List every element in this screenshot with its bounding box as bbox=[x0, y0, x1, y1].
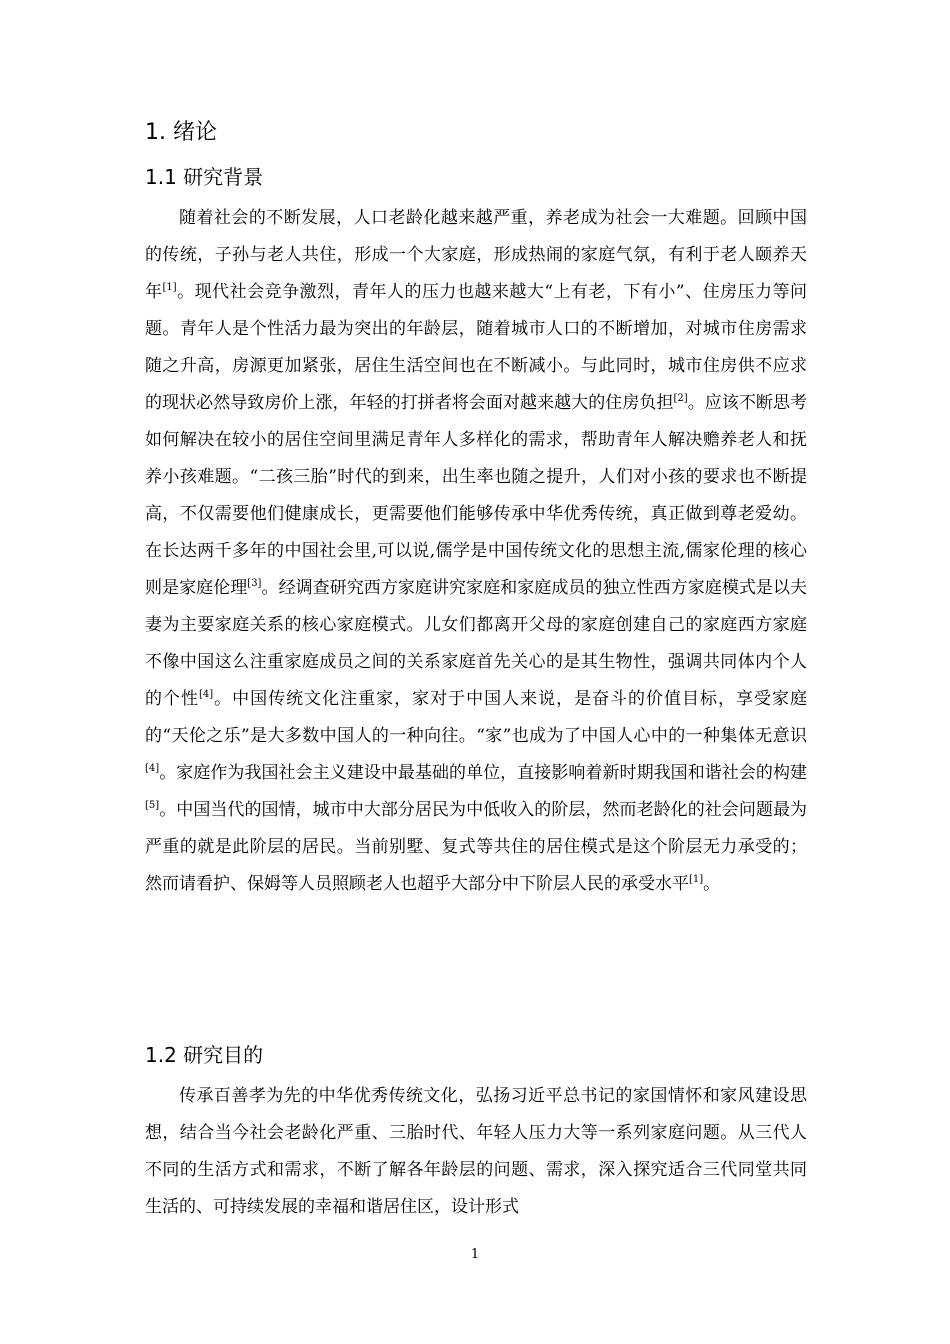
paragraph-text: 传承百善孝为先的中华优秀传统文化，弘扬习近平总书记的家国情怀和家风建设思想，结合当今社会老龄化严重、三胎时代、年轻人压力大等一系列家庭问题。从三代人不同的生活方式和需求，不断了解各年龄层的问题、需求，深入探究适合三代同堂共同生活的、可持续发展的幸福和谐居住区，设计形式 bbox=[145, 1086, 807, 1217]
citation-marker: [4] bbox=[199, 689, 214, 700]
background-paragraph bbox=[145, 200, 807, 903]
citation-marker: [2] bbox=[673, 393, 688, 404]
paragraph-text: 。现代社会竞争激烈，青年人的压力也越来越大“上有老，下有小”、住房压力等问题。青年人是个性活力最为突出的年龄层，随着城市人口的不断增加，对城市住房需求随之升高，房源更加紧张，居住生活空间也在不断减小。与此同时，城市住房供不应求的现状必然导致房价上涨，年轻的打拼者将会面对越来越大的住房负担 bbox=[145, 282, 808, 413]
section-heading-background: 1.1 研究背景 bbox=[145, 165, 264, 189]
paragraph-text: 。中国传统文化注重家，家对于中国人来说，是奋斗的价值目标，享受家庭的“天伦之乐”是大多数中国人的一种向往。“家”也成为了中国人心中的一种集体无意识 bbox=[145, 689, 808, 746]
purpose-paragraph bbox=[145, 1078, 807, 1226]
paragraph-text: 。中国当代的国情，城市中大部分居民为中低收入的阶层，然而老龄化的社会问题最为严重的就是此阶层的居民。当前别墅、复式等共住的居住模式是这个阶层无力承受的；然而请看护、保姆等人员照顾老人也超乎大部分中下阶层人民的承受水平 bbox=[145, 800, 807, 894]
citation-marker: [4] bbox=[145, 763, 160, 774]
paragraph-text: 。 bbox=[703, 874, 721, 894]
section-heading-purpose: 1.2 研究目的 bbox=[145, 1043, 264, 1067]
page-number: 1 bbox=[470, 1247, 480, 1262]
paragraph-text: 。经调查研究西方家庭讲究家庭和家庭成员的独立性西方家庭模式是以夫妻为主要家庭关系的核心家庭模式。儿女们都离开父母的家庭创建自己的家庭西方家庭不像中国这么注重家庭成员之间的关系家庭首先关心的是其生物性，强调共同体内个人的个性 bbox=[145, 578, 808, 709]
citation-marker: [1] bbox=[162, 282, 177, 293]
paragraph-text: 。家庭作为我国社会主义建设中最基础的单位，直接影响着新时期我国和谐社会的构建 bbox=[159, 763, 807, 783]
paragraph-text: 。应该不断思考如何解决在较小的居住空间里满足青年人多样化的需求，帮助青年人解决赡养老人和抚养小孩难题。“二孩三胎”时代的到来，出生率也随之提升，人们对小孩的要求也不断提高，不仅需要他们健康成长，更需要他们能够传承中华优秀传统，真正做到尊老爱幼。在长达两千多年的中国社会里,可以说,儒学是中国传统文化的思想主流,儒家伦理的核心则是家庭伦理 bbox=[145, 393, 808, 598]
citation-marker: [5] bbox=[145, 800, 160, 811]
citation-marker: [3] bbox=[247, 578, 262, 589]
citation-marker: [1] bbox=[689, 874, 704, 885]
paragraph-text: 随着社会的不断发展，人口老龄化越来越严重，养老成为社会一大难题。回顾中国的传统，子孙与老人共住，形成一个大家庭，形成热闹的家庭气氛，有利于老人颐养天年 bbox=[145, 208, 807, 302]
chapter-heading: 1. 绪论 bbox=[145, 120, 217, 145]
